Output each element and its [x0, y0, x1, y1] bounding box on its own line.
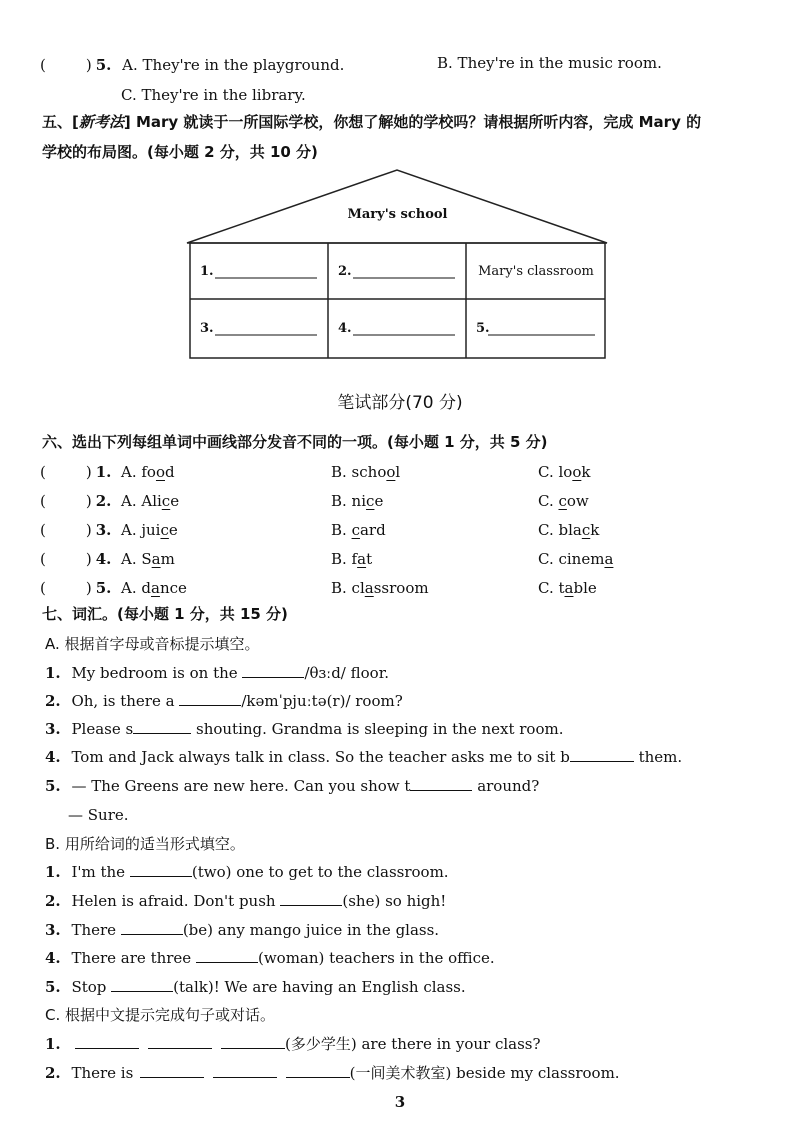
section-6-item-3-answer: ( ) 3.	[40, 521, 112, 539]
answer-paren-open: (	[40, 463, 46, 481]
new-method-tag: 新考法	[78, 113, 124, 131]
part-b-q3: 3. There (be) any mango juice in the glass.	[45, 921, 440, 939]
section-6-item-4-option-a: A. Sam	[121, 550, 175, 568]
section-6-item-1-option-c: C. look	[538, 463, 591, 481]
part-a-q5-answer: — Sure.	[68, 806, 129, 824]
cell-3-number: 3.	[200, 321, 214, 336]
cell-5-number: 5.	[476, 321, 490, 336]
part-a-q4: 4. Tom and Jack always talk in class. So the teacher asks me to sit b them.	[45, 748, 683, 766]
answer-paren-close: )	[85, 492, 92, 510]
school-roof-label: Mary's school	[347, 207, 448, 222]
blank-input[interactable]	[570, 747, 634, 762]
written-part-title: 笔试部分(70 分)	[337, 393, 463, 413]
blank-input[interactable]	[410, 776, 472, 791]
blank-input[interactable]	[213, 1063, 277, 1078]
section-6-item-5-answer: ( ) 5.	[40, 579, 112, 597]
answer-paren-open: (	[40, 521, 46, 539]
answer-paren-open: (	[40, 579, 46, 597]
section-6-item-2-option-b: B. nice	[331, 492, 384, 510]
blank-input[interactable]	[140, 1063, 204, 1078]
section-5-title: 五、[新考法] Mary 就读于一所国际学校，你想了解她的学校吗？请根据所听内容，完成 Mary 的	[42, 113, 702, 131]
answer-paren-close: )	[85, 521, 92, 539]
blank-input[interactable]	[242, 663, 304, 678]
answer-paren-open: (	[40, 56, 46, 74]
answer-paren-close: )	[85, 56, 92, 74]
section-6-item-2-option-a: A. Alice	[121, 492, 180, 510]
blank-input[interactable]	[148, 1034, 212, 1049]
blank-input[interactable]	[221, 1034, 285, 1049]
blank-input[interactable]	[111, 977, 173, 992]
option-b: B. They're in the music room.	[437, 54, 662, 72]
section-6-item-5-option-c: C. table	[538, 579, 597, 597]
part-b-q1: 1. I'm the (two) one to get to the classroom.	[45, 863, 449, 881]
section-6-item-3-option-c: C. black	[538, 521, 600, 539]
blank-input[interactable]	[280, 891, 342, 906]
section-6-item-4-answer: ( ) 4.	[40, 550, 112, 568]
part-c-q1: 1. (多少学生) are there in your class?	[45, 1035, 541, 1053]
blank-input[interactable]	[196, 948, 258, 963]
part-b-q4: 4. There are three (woman) teachers in the office.	[45, 949, 495, 967]
blank-input[interactable]	[121, 920, 183, 935]
blank-input[interactable]	[286, 1063, 350, 1078]
section-6-item-5-option-b: B. classroom	[331, 579, 429, 597]
blank-input[interactable]	[179, 691, 241, 706]
section-6-item-1-option-a: A. food	[121, 463, 175, 481]
answer-paren-open: (	[40, 550, 46, 568]
blank-input[interactable]	[130, 862, 192, 877]
answer-paren-close: )	[85, 550, 92, 568]
option-a: A. They're in the playground.	[122, 56, 345, 74]
part-c-q2: 2. There is (一间美术教室) beside my classroom.	[45, 1064, 620, 1082]
school-building	[190, 243, 605, 358]
part-b-q5: 5. Stop (talk)! We are having an English class.	[45, 978, 466, 996]
cell-4-number: 4.	[338, 321, 352, 336]
section-6-item-4-option-b: B. fat	[331, 550, 373, 568]
cell-2-number: 2.	[338, 264, 352, 279]
blank-input[interactable]	[133, 719, 191, 734]
section-6-item-5-option-a: A. dance	[121, 579, 187, 597]
section-6-item-2-answer: ( ) 2.	[40, 492, 112, 510]
marys-classroom-label: Mary's classroom	[478, 264, 594, 279]
answer-paren-close: )	[85, 463, 92, 481]
section-6-item-1-answer: ( ) 1.	[40, 463, 112, 481]
blank-input[interactable]	[75, 1034, 139, 1049]
part-a-q2: 2. Oh, is there a /kəmˈpjuːtə(r)/ room?	[45, 692, 403, 710]
part-a-q1: 1. My bedroom is on the /θɜːd/ floor.	[45, 664, 389, 682]
section-6-item-3-option-b: B. card	[331, 521, 386, 539]
part-c-title: C. 根据中文提示完成句子或对话。	[45, 1006, 276, 1024]
answer-paren-open: (	[40, 492, 46, 510]
part-b-q2: 2. Helen is afraid. Don't push (she) so high!	[45, 892, 447, 910]
section-5-title-line2: 学校的布局图。(每小题 2 分，共 10 分)	[42, 143, 318, 161]
part-a-q3: 3. Please s shouting. Grandma is sleeping in the next room.	[45, 720, 564, 738]
section-6-item-4-option-c: C. cinema	[538, 550, 614, 568]
section-6-item-1-option-b: B. school	[331, 463, 401, 481]
part-a-title: A. 根据首字母或音标提示填空。	[45, 635, 260, 653]
question-5-listening	[40, 55, 344, 75]
section-6-item-3-option-a: A. juice	[121, 521, 178, 539]
part-a-q5: 5. — The Greens are new here. Can you show t around?	[45, 777, 540, 795]
section-6-title: 六、选出下列每组单词中画线部分发音不同的一项。(每小题 1 分，共 5 分)	[42, 433, 548, 451]
part-b-title: B. 用所给词的适当形式填空。	[45, 835, 245, 853]
question-number: 5.	[95, 56, 112, 74]
section-6-item-2-option-c: C. cow	[538, 492, 589, 510]
answer-paren-close: )	[85, 579, 92, 597]
cell-1-number: 1.	[200, 264, 214, 279]
page-number: 3	[394, 1093, 406, 1111]
section-7-title: 七、词汇。(每小题 1 分，共 15 分)	[42, 605, 288, 623]
option-c: C. They're in the library.	[121, 86, 306, 104]
